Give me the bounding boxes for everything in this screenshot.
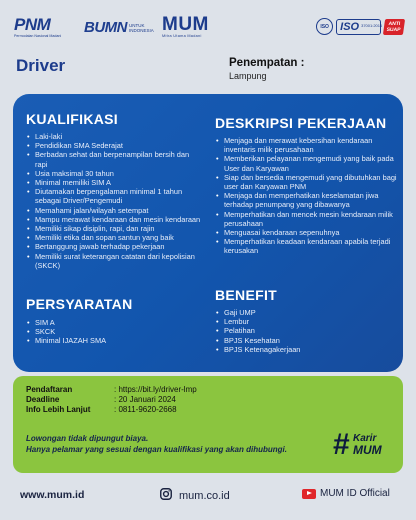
list-item: • Menguasai kendaraan sepenuhnya	[215, 228, 399, 237]
pnm-logo	[14, 16, 76, 38]
list-item: • Mampu merawat kendaraan dan mesin kendaraan	[26, 215, 201, 224]
kualifikasi-list	[26, 132, 201, 270]
iso-badge-label: ISO	[340, 20, 360, 33]
list-item: • Menjaga dan merawat kebersihan kendaraan inventaris milik perusahaan	[215, 136, 399, 154]
list-item: • BPJS Ketenagakerjaan	[215, 345, 399, 354]
iso-badge-number: 37001:2016	[361, 23, 383, 29]
hashtag-symbol: #	[333, 428, 350, 461]
youtube-icon	[302, 489, 316, 499]
persyaratan-title: PERSYARATAN	[26, 296, 133, 312]
anti-suap-line-2: SUAP	[386, 26, 401, 33]
anti-suap-badge	[383, 19, 405, 35]
list-item: • BPJS Kesehatan	[215, 336, 399, 345]
list-item: • Siap dan bersedia mengemudi yang dibutuhkan bagi user dan Karyawan PNM	[215, 173, 399, 191]
placement-value: Lampung	[229, 71, 267, 81]
hashtag-word-2: MUM	[353, 443, 382, 457]
website-link[interactable]: www.mum.id	[20, 489, 85, 501]
list-item: • Usia maksimal 30 tahun	[26, 169, 201, 178]
application-panel	[13, 376, 403, 473]
deadline-label: Deadline	[26, 395, 60, 404]
mum-logo	[162, 15, 209, 38]
list-item: • Gaji UMP	[215, 308, 399, 317]
mum-logo-sub: Mitra Utama Madani	[162, 34, 202, 38]
placement-label: Penempatan :	[229, 57, 305, 69]
youtube-link[interactable]	[302, 488, 390, 499]
list-item: • Minimal IJAZAH SMA	[26, 336, 201, 345]
iso-badge	[336, 19, 381, 35]
list-item: • Laki-laki	[26, 132, 201, 141]
bumn-logo-mark: BUMN	[84, 19, 127, 36]
notice-free: Lowongan tidak dipungut biaya.	[26, 434, 149, 443]
footer	[0, 486, 416, 506]
list-item: • SIM A	[26, 318, 201, 327]
info-label: Info Lebih Lanjut	[26, 405, 91, 414]
header-logos	[14, 14, 404, 44]
list-item: • Pelatihan	[215, 326, 399, 335]
list-item: • Memperhatikan keadaan kendaraan apabila terjadi kerusakan	[215, 237, 399, 255]
list-item: • Memahami jalan/wilayah setempat	[26, 206, 201, 215]
bumn-logo-sub: UNTUK INDONESIA	[129, 22, 154, 33]
kualifikasi-title: KUALIFIKASI	[26, 111, 118, 127]
info-phone[interactable]: : 0811-9620-2668	[114, 405, 177, 414]
anti-suap-line-1: ANTI	[388, 20, 401, 27]
list-item: • Pendidikan SMA Sederajat	[26, 141, 201, 150]
list-item: • Memiliki etika dan sopan santun yang baik	[26, 233, 201, 242]
bumn-logo	[84, 19, 159, 36]
instagram-handle: mum.co.id	[179, 489, 230, 502]
list-item: • Memperhatikan dan mencek mesin kendaraan milik perusahaan	[215, 210, 399, 228]
list-item: • Memiliki surat keterangan catatan dari kepolisian (SKCK)	[26, 252, 201, 270]
mum-logo-mark: MUM	[162, 14, 209, 35]
list-item: • Memberikan pelayanan mengemudi yang baik pada User dan Karyawan	[215, 154, 399, 172]
deskripsi-list	[215, 136, 399, 256]
iso-circle-badge: ISO	[316, 18, 333, 35]
hashtag-word-1: Karir	[353, 433, 377, 444]
notice-shortlist: Hanya pelamar yang sesuai dengan kualifikasi yang akan dihubungi.	[26, 445, 287, 454]
karir-mum-hashtag	[333, 430, 391, 462]
job-details-panel	[13, 94, 403, 372]
persyaratan-list	[26, 318, 201, 346]
pendaftaran-label: Pendaftaran	[26, 385, 73, 394]
list-item: • Minimal memiliki SIM A	[26, 178, 201, 187]
deadline-value: : 20 Januari 2024	[114, 395, 176, 404]
pnm-logo-sub: Permodalan Nasional Madani	[14, 34, 62, 38]
instagram-icon	[160, 488, 172, 503]
job-title: Driver	[16, 56, 66, 75]
pendaftaran-link[interactable]: : https://bit.ly/driver-lmp	[114, 385, 197, 394]
benefit-list	[215, 308, 399, 354]
pnm-logo-mark: PNM	[14, 15, 51, 34]
benefit-title: BENEFIT	[215, 287, 277, 303]
deskripsi-title: DESKRIPSI PEKERJAAN	[215, 115, 387, 131]
list-item: • Diutamakan berpengalaman minimal 1 tahun sebagai Driver/Pengemudi	[26, 187, 201, 205]
list-item: • Lembur	[215, 317, 399, 326]
list-item: • SKCK	[26, 327, 201, 336]
list-item: • Menjaga dan memperhatikan keselamatan jiwa terhadap penumpang yang dibawanya	[215, 191, 399, 209]
instagram-link[interactable]	[160, 488, 230, 503]
list-item: • Memiliki sikap disiplin, rapi, dan rajin	[26, 224, 201, 233]
certification-badges	[316, 18, 404, 35]
list-item: • Bertanggung jawab terhadap pekerjaan	[26, 242, 201, 251]
youtube-channel: MUM ID Official	[320, 488, 390, 499]
list-item: • Berbadan sehat dan berpenampilan bersih dan rapi	[26, 150, 201, 168]
